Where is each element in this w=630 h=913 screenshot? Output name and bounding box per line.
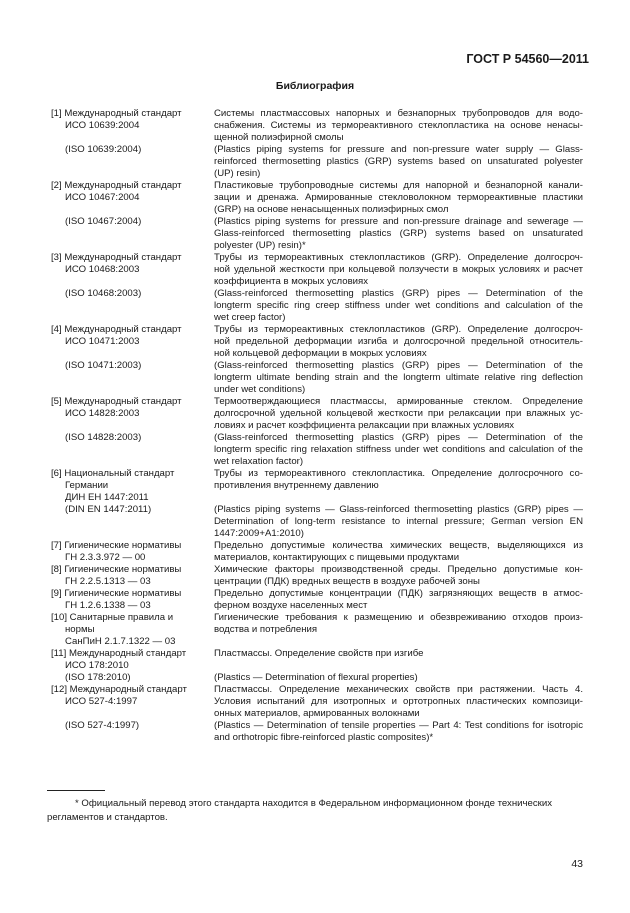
reference-line: ДИН ЕН 1447:2011 — [65, 492, 149, 503]
bibliography-entry — [48, 684, 583, 720]
description-line: (Plastics — Determination of flexural properties) — [214, 672, 418, 683]
description-line: reinforced thermosetting plastics (GRP) systems based on unsaturated polyester — [214, 156, 583, 167]
reference-line: [4] Международный стандарт — [51, 324, 182, 335]
reference-line: ГН 2.3.3.972 — 00 — [65, 552, 146, 563]
entry-reference — [48, 612, 214, 648]
description-line: 1447:2009+A1:2010) — [214, 528, 304, 539]
reference-line: ИСО 14828:2003 — [65, 408, 140, 419]
reference-line: [1] Международный стандарт — [51, 108, 182, 119]
reference-line: ГН 1.2.6.1338 — 03 — [65, 600, 151, 611]
entry-reference — [48, 720, 214, 744]
description-line: longterm specific ring relaxation stiffness under wet conditions and calculation of the — [214, 444, 583, 455]
description-line: Determination of long-term resistance to internal pressure; German version EN — [214, 516, 583, 527]
standard-designation: ГОСТ Р 54560—2011 — [466, 52, 589, 66]
reference-line: ИСО 10467:2004 — [65, 192, 140, 203]
reference-line: Германии — [65, 480, 109, 491]
entry-description — [214, 504, 583, 540]
reference-line: ИСО 527-4:1997 — [65, 696, 138, 707]
description-line: longterm specific ring creep stiffness under wet conditions and calculation of the — [214, 300, 583, 311]
entry-description — [214, 588, 583, 612]
reference-line: ИСО 178:2010 — [65, 660, 129, 671]
description-line: противления внутреннему давлению — [214, 480, 379, 491]
description-line: коэффициента в мокрых условиях — [214, 276, 369, 287]
entry-description — [214, 540, 583, 564]
description-line: (GRP) на основе ненасыщенных полиэфирных смол — [214, 204, 449, 215]
description-line: Glass-reinforced thermosetting plastics (GRP) systems based on unsaturated — [214, 228, 583, 239]
bibliography-entry — [48, 432, 583, 468]
description-line: долгосрочной удельной кольцевой жесткости при релаксации при влажных ус- — [214, 408, 583, 419]
description-line: wet relaxation factor) — [214, 456, 304, 467]
entry-reference — [48, 432, 214, 468]
reference-line: [5] Международный стандарт — [51, 396, 182, 407]
reference-line: (DIN EN 1447:2011) — [65, 504, 152, 515]
description-line: водства и потребления — [214, 624, 318, 635]
entry-description — [214, 684, 583, 720]
description-line: Системы пластмассовых напорных и безнапорных трубопроводов для водо- — [214, 108, 583, 119]
entry-description — [214, 648, 583, 672]
reference-line: [3] Международный стандарт — [51, 252, 182, 263]
bibliography-entry — [48, 324, 583, 360]
description-line: (Plastics piping systems — Glass-reinforced thermosetting plastics (GRP) pipes — — [214, 504, 583, 515]
bibliography-entry — [48, 564, 583, 588]
description-line: Трубы из термореактивного стеклопластика. Определение долгосрочного со- — [214, 468, 583, 479]
description-line: Гигиенические требования к размещению и обезвреживанию отходов произ- — [214, 612, 583, 623]
reference-line: (ISO 10639:2004) — [65, 144, 142, 155]
bibliography-entry — [48, 180, 583, 216]
entry-description — [214, 252, 583, 288]
description-line: Трубы из термореактивных стеклопластиков (GRP). Определение долгосроч- — [214, 252, 583, 263]
reference-line: СанПиН 2.1.7.1322 — 03 — [65, 636, 176, 647]
entry-description — [214, 324, 583, 360]
entry-reference — [48, 648, 214, 672]
bibliography-entry — [48, 396, 583, 432]
bibliography-list — [48, 108, 583, 744]
footnote-line-1: * Официальный перевод этого стандарта находится в Федеральном информационном фонде технических — [75, 798, 552, 809]
description-line: (Glass-reinforced thermosetting plastics (GRP) pipes — Determination of the — [214, 432, 583, 443]
entry-reference — [48, 672, 214, 684]
entry-reference — [48, 108, 214, 144]
description-line: longterm ultimate bending strain and the longterm ultimate relative ring deflection — [214, 372, 583, 383]
reference-line: (ISO 10471:2003) — [65, 360, 142, 371]
description-line: ной предельной деформации изгиба и долгосрочной предельной относитель- — [214, 336, 583, 347]
reference-line: (ISO 178:2010) — [65, 672, 131, 683]
bibliography-entry — [48, 648, 583, 672]
page-number: 43 — [571, 858, 583, 870]
description-line: Термоотверждающиеся пластмассы, армированные стеклом. Определение — [214, 396, 583, 407]
description-line: Трубы из термореактивных стеклопластиков (GRP). Определение долгосроч- — [214, 324, 583, 335]
entry-reference — [48, 216, 214, 252]
description-line: (Plastics — Determination of tensile properties — Part 4: Test conditions for isotropic — [214, 720, 583, 731]
description-line: Условия испытаний для изотропных и ортотропных пластических композици- — [214, 696, 583, 707]
reference-line: [2] Международный стандарт — [51, 180, 182, 191]
entry-description — [214, 180, 583, 216]
description-line: under wet conditions) — [214, 384, 306, 395]
entry-description — [214, 216, 583, 252]
bibliography-title: Библиография — [275, 80, 355, 92]
reference-line: [10] Санитарные правила и — [51, 612, 174, 623]
entry-description — [214, 720, 583, 744]
reference-line: [11] Международный стандарт — [51, 648, 187, 659]
description-line: Пластиковые трубопроводные системы для напорной и безнапорной канали- — [214, 180, 583, 191]
reference-line: [12] Международный стандарт — [51, 684, 187, 695]
bibliography-entry — [48, 360, 583, 396]
entry-reference — [48, 684, 214, 720]
entry-reference — [48, 564, 214, 588]
entry-reference — [48, 360, 214, 396]
reference-line: [6] Национальный стандарт — [51, 468, 175, 479]
bibliography-entry — [48, 540, 583, 564]
reference-line: [9] Гигиенические нормативы — [51, 588, 182, 599]
entry-reference — [48, 144, 214, 180]
description-line: Предельно допустимые концентрации (ПДК) загрязняющих веществ в атмос- — [214, 588, 583, 599]
description-line: (UP) resin) — [214, 168, 261, 179]
description-line: (Plastics piping systems for pressure and non-pressure water supply — Glass- — [214, 144, 583, 155]
description-line: Пластмассы. Определение свойств при изгибе — [214, 648, 424, 659]
reference-line: [7] Гигиенические нормативы — [51, 540, 182, 551]
entry-reference — [48, 324, 214, 360]
description-line: Предельно допустимые количества химических веществ, выделяющихся из — [214, 540, 583, 551]
entry-description — [214, 612, 583, 648]
entry-description — [214, 672, 583, 684]
reference-line: (ISO 10467:2004) — [65, 216, 142, 227]
bibliography-entry — [48, 252, 583, 288]
description-line: Химические факторы производственной среды. Предельно допустимые кон- — [214, 564, 583, 575]
description-line: wet creep factor) — [214, 312, 286, 323]
entry-description — [214, 360, 583, 396]
entry-description — [214, 432, 583, 468]
bibliography-entry — [48, 216, 583, 252]
bibliography-entry — [48, 720, 583, 744]
description-line: and orthotropic fibre-reinforced plastic composites)* — [214, 732, 434, 743]
reference-line: ИСО 10639:2004 — [65, 120, 140, 131]
description-line: polyester (UP) resin)* — [214, 240, 306, 251]
description-line: ной кольцевой деформации в мокрых условиях — [214, 348, 427, 359]
description-line: (Glass-reinforced thermosetting plastics (GRP) pipes — Determination of the — [214, 360, 583, 371]
description-line: ферном воздухе населенных мест — [214, 600, 368, 611]
entry-description — [214, 288, 583, 324]
entry-description — [214, 564, 583, 588]
description-line: Пластмассы. Определение механических свойств при растяжении. Часть 4. — [214, 684, 583, 695]
entry-reference — [48, 588, 214, 612]
bibliography-entry — [48, 144, 583, 180]
bibliography-entry — [48, 672, 583, 684]
footnote-rule — [47, 790, 105, 791]
reference-line: [8] Гигиенические нормативы — [51, 564, 182, 575]
entry-reference — [48, 468, 214, 504]
description-line: ной удельной жесткости при кольцевой ползучести в мокрых условиях и расчет — [214, 264, 583, 275]
bibliography-entry — [48, 612, 583, 648]
description-line: центрации (ПДК) вредных веществ в воздухе рабочей зоны — [214, 576, 480, 587]
entry-reference — [48, 288, 214, 324]
description-line: зации и дренажа. Армированные стекловолокном термореактивные пластики — [214, 192, 583, 203]
bibliography-entry — [48, 468, 583, 504]
entry-description — [214, 108, 583, 144]
reference-line: (ISO 14828:2003) — [65, 432, 142, 443]
entry-reference — [48, 540, 214, 564]
description-line: материалов, контактирующих с пищевыми продуктами — [214, 552, 460, 563]
reference-line: (ISO 527-4:1997) — [65, 720, 140, 731]
entry-description — [214, 468, 583, 504]
reference-line: нормы — [65, 624, 95, 635]
bibliography-entry — [48, 504, 583, 540]
entry-description — [214, 144, 583, 180]
entry-description — [214, 396, 583, 432]
bibliography-entry — [48, 588, 583, 612]
description-line: ловиях и расчет коэффициента релаксации при влажных условиях — [214, 420, 515, 431]
reference-line: ИСО 10468:2003 — [65, 264, 140, 275]
entry-reference — [48, 504, 214, 540]
bibliography-entry — [48, 108, 583, 144]
description-line: щенной полиэфирной смолы — [214, 132, 344, 143]
bibliography-entry — [48, 288, 583, 324]
description-line: онных материалов, армированных волокнами — [214, 708, 420, 719]
entry-reference — [48, 396, 214, 432]
entry-reference — [48, 180, 214, 216]
footnote-line-2: регламентов и стандартов. — [47, 812, 168, 823]
description-line: (Glass-reinforced thermosetting plastics (GRP) pipes — Determination of the — [214, 288, 583, 299]
description-line: (Plastics piping systems for pressure and non-pressure drainage and sewerage — — [214, 216, 583, 227]
reference-line: ИСО 10471:2003 — [65, 336, 140, 347]
footnote — [47, 797, 583, 825]
reference-line: (ISO 10468:2003) — [65, 288, 142, 299]
description-line: снабжения. Системы из термореактивного стеклопластика на основе ненасы- — [214, 120, 583, 131]
entry-reference — [48, 252, 214, 288]
reference-line: ГН 2.2.5.1313 — 03 — [65, 576, 151, 587]
